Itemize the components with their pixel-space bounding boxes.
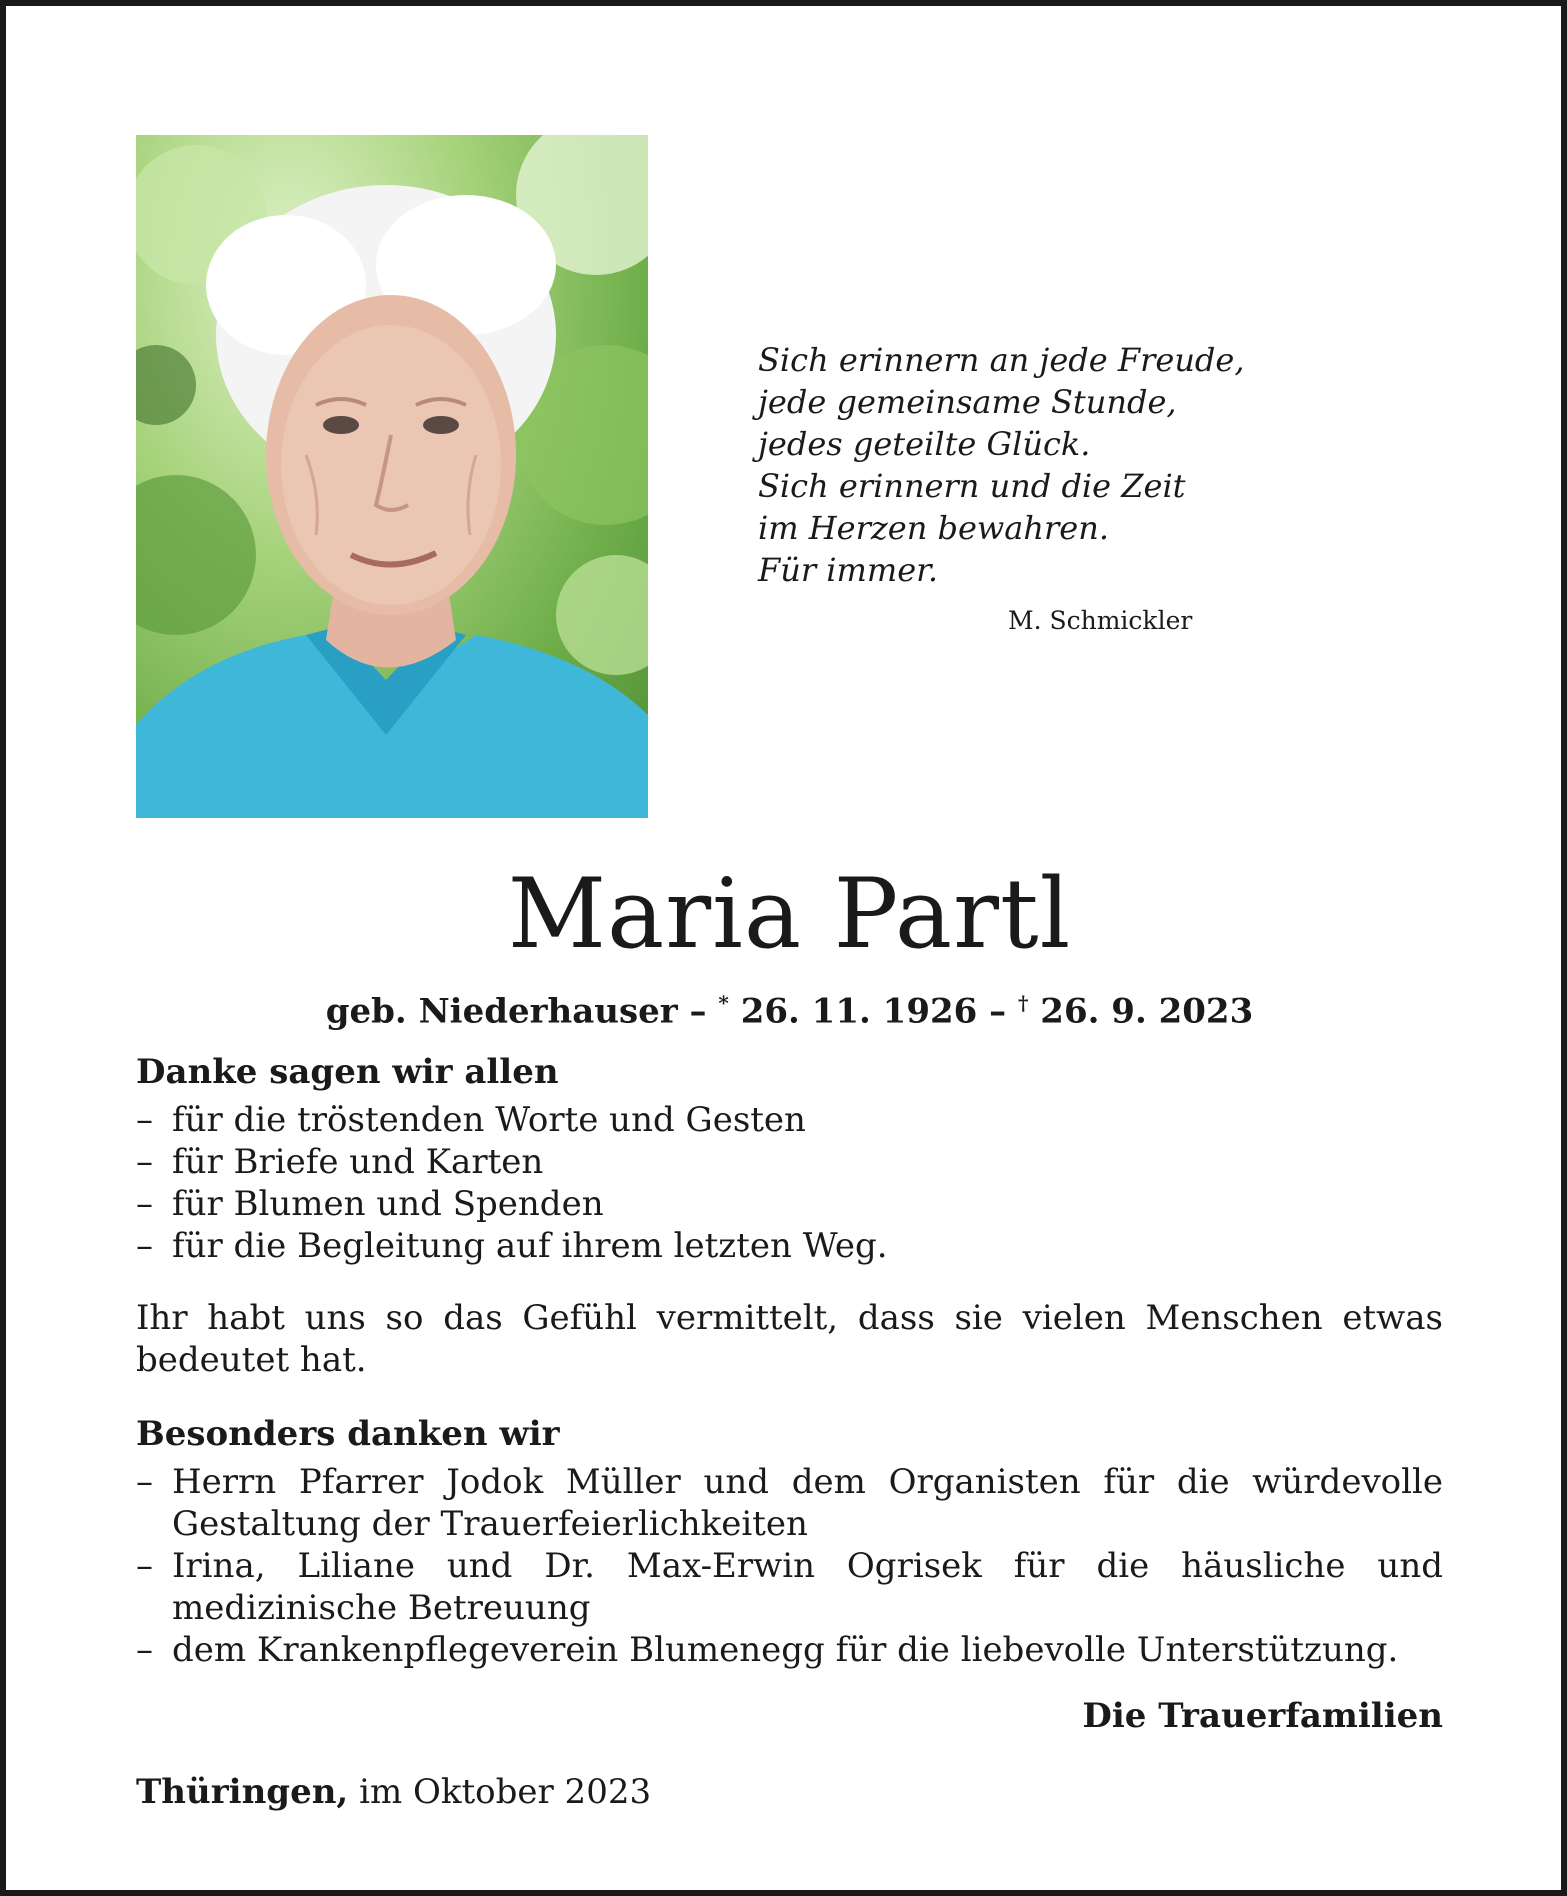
portrait-illustration xyxy=(136,135,648,818)
birth-date: 26. 11. 1926 – xyxy=(740,991,1007,1032)
list-item: – Herrn Pfarrer Jodok Müller und dem Organisten für die würdevolle Gestaltung der Trauerfeierlichkeiten xyxy=(136,1461,1443,1545)
special-thanks-heading: Besonders danken wir xyxy=(136,1414,560,1454)
death-date: 26. 9. 2023 xyxy=(1040,991,1254,1032)
list-item: – für die tröstenden Worte und Gesten xyxy=(136,1099,1443,1141)
deceased-name: Maria Partl xyxy=(507,858,1072,970)
list-item: – für Briefe und Karten xyxy=(136,1141,1443,1183)
thanks-heading: Danke sagen wir allen xyxy=(136,1052,559,1092)
quote-author: M. Schmickler xyxy=(1008,606,1193,635)
place-and-date xyxy=(136,1771,1443,1813)
quote-line: Sich erinnern und die Zeit xyxy=(758,467,1186,505)
list-item: – Irina, Liliane und Dr. Max-Erwin Ogrisek für die häusliche und medizinische Betreuung xyxy=(136,1545,1443,1629)
portrait-photo xyxy=(136,135,648,818)
death-symbol: † xyxy=(1017,991,1029,1015)
thanks-list xyxy=(136,1099,1443,1267)
quote-line: Sich erinnern an jede Freude, xyxy=(758,341,1245,379)
quote-line: jede gemeinsame Stunde, xyxy=(758,383,1177,421)
life-dates xyxy=(6,981,1567,1033)
quote-line: Für immer. xyxy=(758,551,939,589)
list-item: – für Blumen und Spenden xyxy=(136,1183,1443,1225)
place-town: Thüringen, xyxy=(136,1772,349,1812)
memorial-quote xyxy=(758,339,1318,591)
birth-name: geb. Niederhauser – xyxy=(325,991,707,1032)
list-item: – für die Begleitung auf ihrem letzten Weg. xyxy=(136,1225,1443,1267)
signature: Die Trauerfamilien xyxy=(1082,1696,1443,1736)
quote-line: jedes geteilte Glück. xyxy=(758,425,1091,463)
place-date: im Oktober 2023 xyxy=(359,1772,652,1812)
thanks-paragraph: Ihr habt uns so das Gefühl vermittelt, dass sie vielen Menschen etwas bedeutet hat. xyxy=(136,1298,1443,1380)
birth-symbol: * xyxy=(718,991,729,1015)
special-thanks-list xyxy=(136,1461,1443,1671)
quote-line: im Herzen bewahren. xyxy=(758,509,1109,547)
thanks-body xyxy=(136,1051,1443,1813)
list-item: – dem Krankenpflegeverein Blumenegg für die liebevolle Unterstützung. xyxy=(136,1629,1443,1671)
